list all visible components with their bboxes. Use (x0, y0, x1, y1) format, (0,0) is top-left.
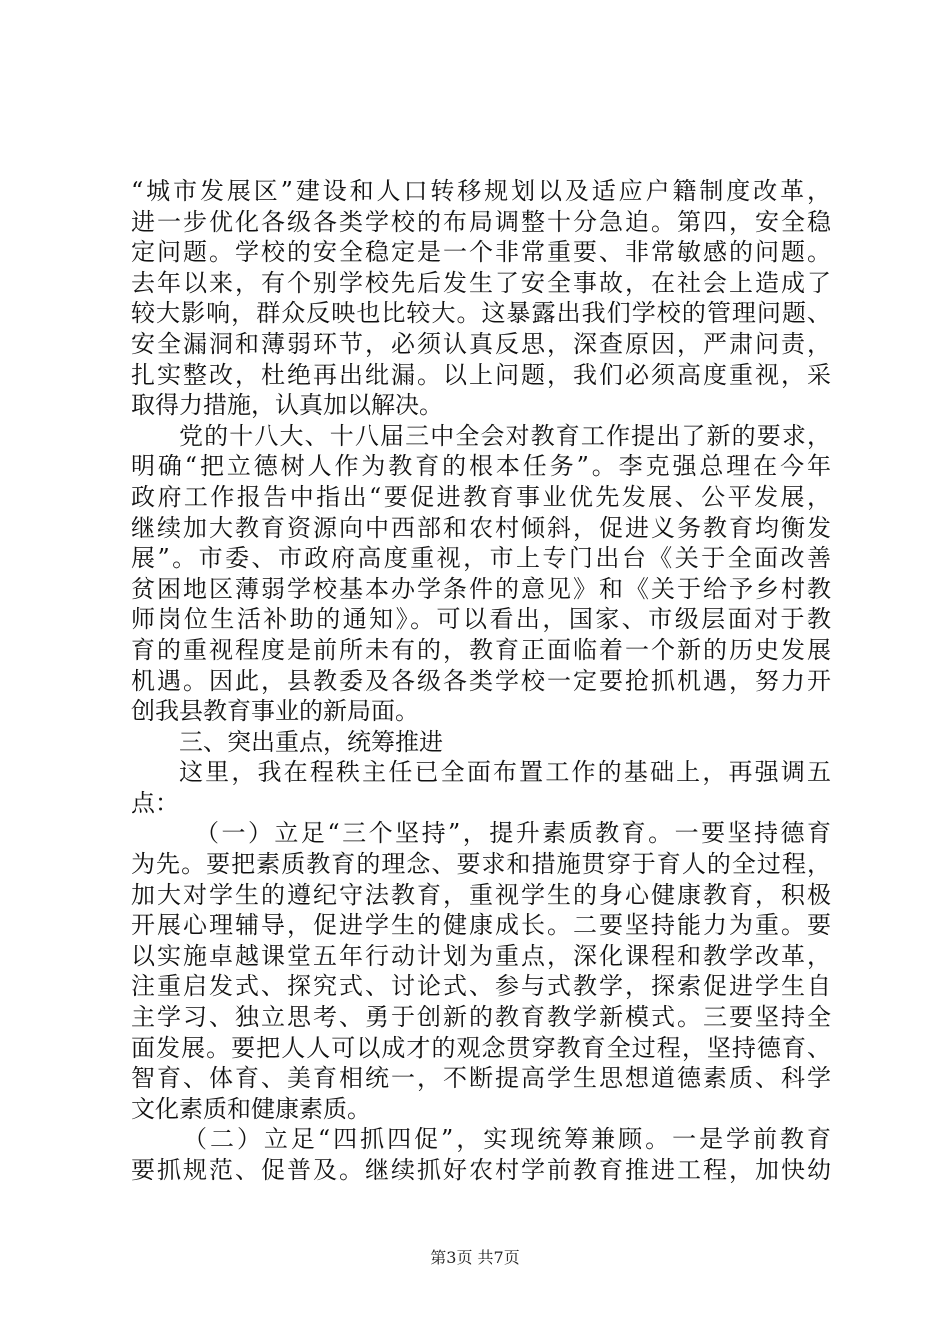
page-footer (0, 1245, 950, 1268)
page-number: 第3页 共7页 (430, 1248, 520, 1267)
paragraph-first-line: （一）立足“三个坚持”，提升素质教育。一要坚持德育 (195, 819, 831, 848)
text-line: 开展心理辅导，促进学生的健康成长。二要坚持能力为重。要 (131, 911, 831, 940)
section-heading: 三、突出重点，统筹推进 (179, 727, 443, 756)
text-line: 取得力措施，认真加以解决。 (131, 391, 443, 420)
text-line: 智育、体育、美育相统一，不断提高学生思想道德素质、科学 (131, 1064, 831, 1093)
text-line: 机遇。因此，县教委及各级各类学校一定要抢抓机遇，努力开 (131, 666, 831, 695)
text-line: 较大影响，群众反映也比较大。这暴露出我们学校的管理问题、 (131, 299, 831, 328)
text-line: 注重启发式、探究式、讨论式、参与式教学，探索促进学生自 (131, 972, 831, 1001)
text-line: 明确“把立德树人作为教育的根本任务”。李克强总理在今年 (131, 452, 831, 481)
text-line: 安全漏洞和薄弱环节，必须认真反思，深查原因，严肃问责， (131, 329, 831, 358)
paragraph-first-line: （二）立足“四抓四促”，实现统筹兼顾。一是学前教育 (183, 1125, 831, 1154)
paragraph-first-line: 这里，我在程秩主任已全面布置工作的基础上，再强调五 (179, 758, 831, 787)
text-line: 文化素质和健康素质。 (131, 1094, 371, 1123)
text-line: 师岗位生活补助的通知》。可以看出，国家、市级层面对于教 (131, 605, 831, 634)
document-body (131, 176, 831, 1186)
text-line: 去年以来，有个别学校先后发生了安全事故，在社会上造成了 (131, 268, 831, 297)
text-line: 面发展。要把人人可以成才的观念贯穿教育全过程，坚持德育、 (131, 1033, 831, 1062)
text-line: 点： (131, 788, 179, 817)
text-line: 贫困地区薄弱学校基本办学条件的意见》和《关于给予乡村教 (131, 574, 831, 603)
text-line: 育的重视程度是前所未有的，教育正面临着一个新的历史发展 (131, 635, 831, 664)
text-line: 展”。市委、市政府高度重视，市上专门出台《关于全面改善 (131, 544, 831, 573)
text-line: 继续加大教育资源向中西部和农村倾斜，促进义务教育均衡发 (131, 513, 831, 542)
text-line: 为先。要把素质教育的理念、要求和措施贯穿于育人的全过程， (131, 850, 831, 879)
paragraph-first-line: 党的十八大、十八届三中全会对教育工作提出了新的要求， (179, 421, 831, 450)
text-line: 创我县教育事业的新局面。 (131, 697, 419, 726)
text-line: 政府工作报告中指出“要促进教育事业优先发展、公平发展， (131, 482, 831, 511)
text-line: 以实施卓越课堂五年行动计划为重点，深化课程和教学改革， (131, 941, 831, 970)
text-line: “城市发展区”建设和人口转移规划以及适应户籍制度改革， (131, 177, 831, 205)
text-line: 加大对学生的遵纪守法教育，重视学生的身心健康教育，积极 (131, 880, 831, 909)
text-line: 要抓规范、促普及。继续抓好农村学前教育推进工程，加快幼 (131, 1156, 831, 1184)
text-line: 主学习、独立思考、勇于创新的教育教学新模式。三要坚持全 (131, 1003, 831, 1032)
text-line: 扎实整改，杜绝再出纰漏。以上问题，我们必须高度重视，采 (131, 360, 831, 389)
text-line: 进一步优化各级各类学校的布局调整十分急迫。第四，安全稳 (131, 207, 831, 236)
text-line: 定问题。学校的安全稳定是一个非常重要、非常敏感的问题。 (131, 238, 831, 267)
